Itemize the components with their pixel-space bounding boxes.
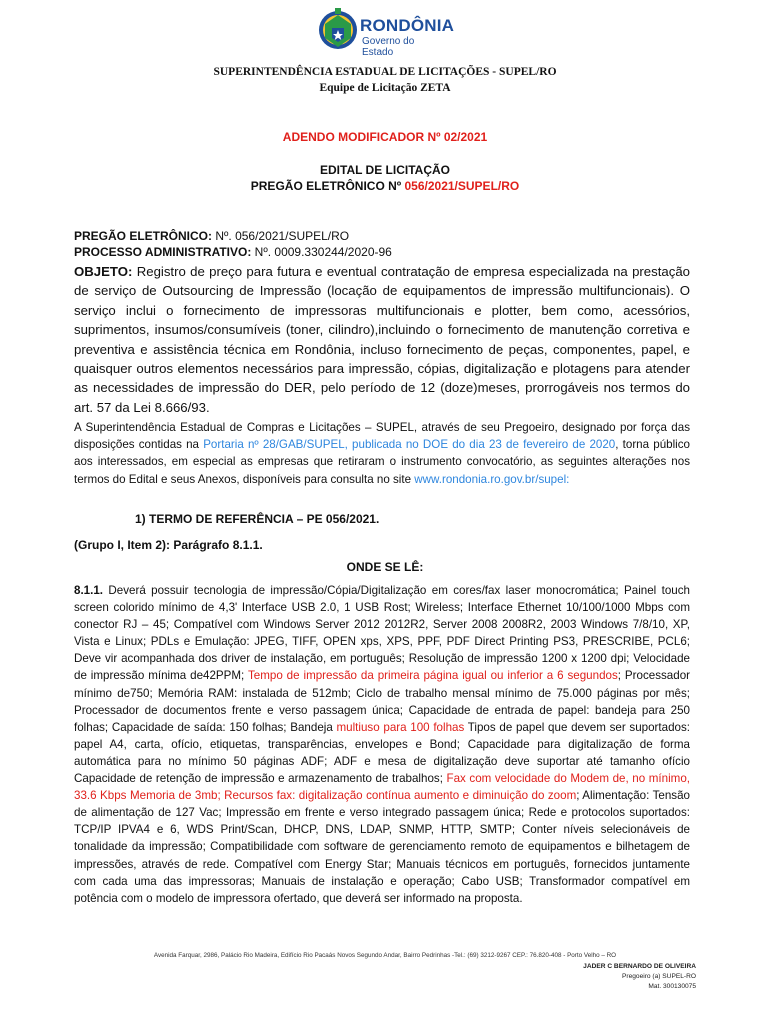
onde-se-le-heading: ONDE SE LÊ: (346, 560, 424, 574)
team-heading: Equipe de Licitação ZETA (319, 82, 451, 94)
intro-text-2: , torna público aos interessados, em especial as empresas que retiraram o instrumento convocatório, as seguintes alterações nos termos do Edital e seus Anexos, disponíveis para consulta no site (74, 438, 690, 486)
edital-title: EDITAL DE LICITAÇÃO (320, 163, 450, 177)
paragraph-811 (74, 582, 690, 907)
rondonia-logo (318, 6, 455, 58)
processo-value: Nº. 0009.330244/2020-96 (251, 245, 392, 259)
p811-highlight-1: Tempo de impressão da primeira página igual ou inferior a 6 segundos (247, 669, 618, 683)
p811-text-4: ; Alimentação: Tensão de alimentação de 127 Vac; Impressão em frente e verso integrado passagem única; Rede e protocolos suportados: TCP/IP IPVA4 e 6, WDS Print/Scan, DHCP, DNS, LDAP, SNMP, HTTP, SMTP; Conter níveis selecionáveis de tonalidade da impressão; Compatibilidade com software de gerenciamento remoto de equipamentos e bilhetagem de impressões, através de rede. Compatível com Energy Star; Manuais técnicos em português, fornecidos juntamente com cada uma das impressoras; Manuais de instalação e operação; Cabo USB; Transformador compatível em potência com o modelo de impressora ofertado, que deverá ser informado na proposta. (74, 789, 690, 905)
logo-title: RONDÔNIA (360, 16, 455, 35)
p811-highlight-3: Fax com velocidade do Modem de, no mínimo, 33.6 Kbps Memoria de 3mb; Recursos fax: digitalização contínua aumento e diminuição do zoom (74, 772, 690, 803)
pregao-label: PREGÃO ELETRÔNICO: (74, 229, 213, 243)
pregao-prefix: PREGÃO ELETRÔNICO Nº (250, 179, 405, 193)
logo-subtitle: Governo do Estado (362, 36, 415, 58)
processo-label: PROCESSO ADMINISTRATIVO: (74, 245, 252, 259)
signature-name: JADER C BERNARDO DE OLIVEIRA (583, 963, 696, 970)
intro-text-1: A Superintendência Estadual de Compras e Licitações – SUPEL, através de seu Pregoeiro, designado por força das disposições contidas na (74, 421, 690, 452)
intro-paragraph (74, 419, 690, 488)
portaria-link[interactable]: Portaria nº 28/GAB/SUPEL, publicada no DOE do dia 23 de fevereiro de 2020 (203, 438, 616, 452)
objeto-text: Registro de preço para futura e eventual contratação de empresa especializada na prestação de serviço de Outsourcing de Impressão (locação de equipamentos de impressão multifuncionais). O serviço inclui o fornecimento de impressoras multifuncionais e plotter, bem como, acessórios, suprimentos, insumos/consumíveis (toner, cilindro),incluindo o fornecimento de manutenção corretiva e preventiva e assistência técnica em Rondônia, incluso fornecimento de peças, componentes, papel, e quaisquer outros elementos necessários para impressão, cópias, digitalização e plotagens para atender as necessidades de impressão do DER, pelo período de 12 (doze)meses, prorrogáveis nos termos do art. 57 da Lei 8.666/93. (74, 264, 690, 415)
p811-text-3: Tipos de papel que devem ser suportados: papel A4, carta, ofício, etiquetas, transparências, envelopes e Bond; Capacidade para digitalização de forma automática para no mínimo 50 páginas ADF; ADF e mesa de digitalização deve suportar até tamanho ofício Capacidade de retenção de impressão e armazenamento de trabalhos; (74, 720, 690, 786)
state-crest-icon (318, 6, 358, 54)
signature-role: Pregoeiro (a) SUPEL-RO (621, 973, 696, 980)
pregao-title (0, 179, 770, 193)
p811-highlight-2: multiuso para 100 folhas (336, 720, 465, 734)
section-heading: 1) TERMO DE REFERÊNCIA – PE 056/2021. (135, 512, 380, 526)
footer-address: Avenida Farquar, 2986, Palácio Rio Madeira, Edifício Rio Pacaás Novos Segundo Andar, Bairro Pedrinhas -Tel.: (69) 3212-9267 CEP.: 76.820-408 - Porto Velho – RO (153, 952, 617, 959)
pregao-number: 056/2021/SUPEL/RO (404, 179, 520, 193)
org-heading: SUPERINTENDÊNCIA ESTADUAL DE LICITAÇÕES - SUPEL/RO (213, 66, 557, 78)
pregao-value: Nº. 056/2021/SUPEL/RO (212, 229, 350, 243)
site-link[interactable]: www.rondonia.ro.gov.br/supel: (414, 472, 570, 486)
paragraph-number: 8.1.1. (74, 584, 104, 597)
objeto-label: OBJETO: (74, 264, 133, 279)
objeto-paragraph (74, 262, 690, 417)
p811-text-1: Deverá possuir tecnologia de impressão/Cópia/Digitalização em cores/fax laser monocromática; Painel touch screen colorido mínimo de 4,3' Interface USB 2.0, 1 USB Rost; Wireless; Interface Ethernet 10/100/1000 Mbps com conector RJ – 45; Compatível com Windows Server 2012 2012R2, Server 2008 2008R2, 2003 Windows 7/8/10, XP, Vista e Linux; PDLs e Emulação: JPEG, TIFF, OPEN xps, XPS, PPF, PDF Direct Printing PS3, PRESCRIBE, PCL6; Deve vir acompanhada dos driver de instalação, em português; Resolução de impressão 1200 x 1200 dpi; Velocidade de impressão mínima de42PPM; (74, 584, 690, 683)
pregao-info-line (74, 229, 694, 243)
p811-text-2: ; Processador mínimo de750; Memória RAM: instalada de 512mb; Ciclo de trabalho mensal mínimo de 75.000 páginas por mês; Processador de documentos frente e verso passagem única; Capacidade de entrada de papel: bandeja para 250 folhas; Capacidade de saída: 150 folhas; Bandeja (74, 669, 690, 734)
grupo-heading: (Grupo I, Item 2): Parágrafo 8.1.1. (74, 538, 263, 552)
adendo-title: ADENDO MODIFICADOR Nº 02/2021 (282, 130, 488, 144)
signature-mat: Mat. 300130075 (648, 983, 696, 990)
processo-info-line (74, 245, 694, 259)
